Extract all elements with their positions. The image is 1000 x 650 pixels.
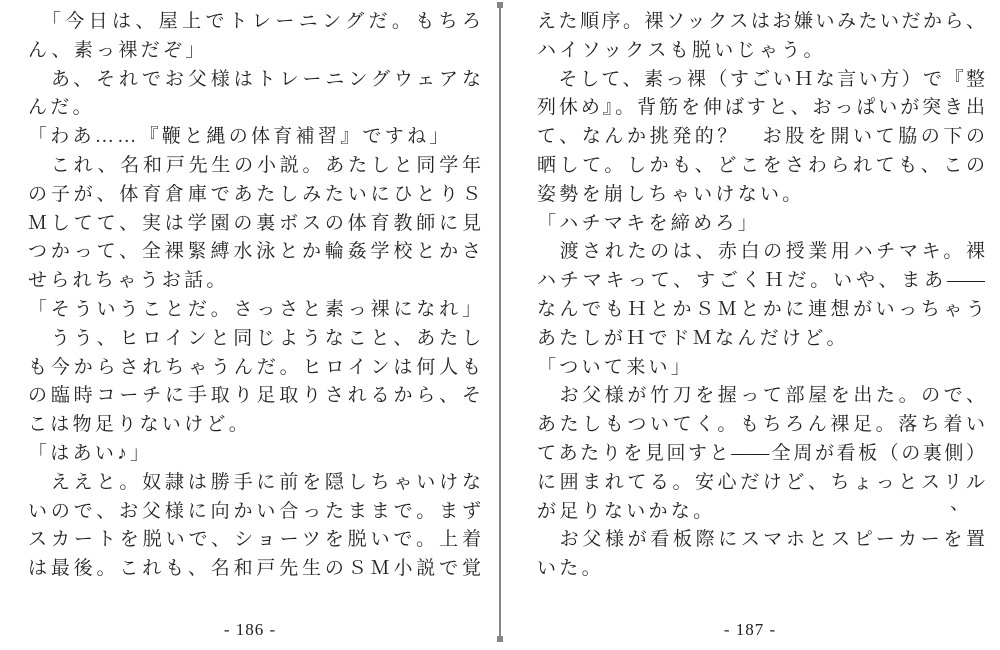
text-line: スカートを脱いで、ショーツを脱いで。上着 — [28, 529, 481, 551]
text-line: 「そういうことだ。さっさと素っ裸になれ」 — [28, 298, 481, 320]
text-line: ハイソックスも脱いじゃう。 — [537, 39, 826, 61]
text-line: これ、名和戸先生の小説。あたしと同学年 — [28, 154, 481, 176]
text-line: の子が、体育倉庫であたしみたいにひとりＳ — [28, 183, 481, 205]
text-line: いので、お父様に向かい合ったままで。まず — [28, 500, 481, 522]
text-line: んだ。 — [28, 97, 95, 119]
text-line: の臨時コーチに手取り足取りされるから、そ — [28, 385, 481, 407]
text-line: こは物足りないけど。 — [28, 414, 252, 436]
text-line: お父様が竹刀を握って部屋を出た。ので、 — [537, 385, 985, 407]
text-line: は最後。これも、名和戸先生のＳＭ小説で覚 — [28, 558, 481, 580]
text-line: て、なんか挑発的？ お股を開いて脇の下の — [537, 126, 985, 148]
text-line: 渡されたのは、赤白の授業用ハチマキ。裸 — [537, 241, 985, 263]
text-line: 列休め』。背筋を伸ばすと、おっぱいが突き出 — [537, 97, 985, 119]
text-line: ハチマキって、すごくＨだ。いや、まあ―― — [537, 270, 985, 292]
page-number-left: - 186 - — [223, 620, 277, 639]
text-line: いた。 — [537, 558, 604, 580]
text-line: そして、素っ裸（すごいＨな言い方）で『整 — [537, 68, 985, 90]
text-line: 姿勢を崩しちゃいけない。 — [537, 183, 805, 205]
stray-comma-mark: 、 — [950, 493, 970, 514]
text-line: なんでもＨとかＳＭとかに連想がいっちゃう — [537, 298, 985, 320]
text-line: 晒して。しかも、どこをさわられても、この — [537, 154, 985, 176]
text-line: 「ハチマキを締めろ」 — [537, 212, 761, 234]
text-line: えた順序。裸ソックスはお嫌いみたいだから、 — [537, 11, 985, 32]
text-line: 「はあい♪」 — [28, 442, 153, 464]
text-line: てあたりを見回すと――全周が看板（の裏側） — [537, 442, 985, 464]
text-line: あたしがＨでドＭなんだけど。 — [537, 327, 849, 349]
page-right — [500, 0, 1000, 650]
text-line: に囲まれてる。安心だけど、ちょっとスリル — [537, 471, 985, 493]
text-line: あ、それでお父様はトレーニングウェアな — [28, 68, 481, 90]
text-line: お父様が看板際にスマホとスピーカーを置 — [537, 529, 985, 551]
text-line: うう、ヒロインと同じようなこと、あたし — [28, 327, 481, 349]
text-column — [28, 8, 481, 584]
text-line: Ｍしてて、実は学園の裏ボスの体育教師に見 — [28, 212, 481, 234]
text-line: ん、素っ裸だぞ」 — [28, 39, 208, 61]
text-line: 「わあ……『鞭と縄の体育補習』ですね」 — [28, 126, 452, 148]
text-line: が足りないかな。 — [537, 500, 716, 522]
text-line: 「ついて来い」 — [537, 356, 694, 378]
page-number-right: - 187 - — [723, 620, 777, 639]
text-line: あたしもついてく。もちろん裸足。落ち着い — [537, 414, 985, 436]
text-line: つかって、全裸緊縛水泳とか輪姦学校とかさ — [28, 241, 481, 263]
text-line: ええと。奴隷は勝手に前を隠しちゃいけな — [28, 471, 481, 493]
text-line: せられちゃうお話。 — [28, 270, 229, 292]
text-column — [537, 8, 985, 584]
text-line: 「今日は、屋上でトレーニングだ。もちろ — [28, 11, 481, 32]
text-line: も今からされちゃうんだ。ヒロインは何人も — [28, 356, 481, 378]
